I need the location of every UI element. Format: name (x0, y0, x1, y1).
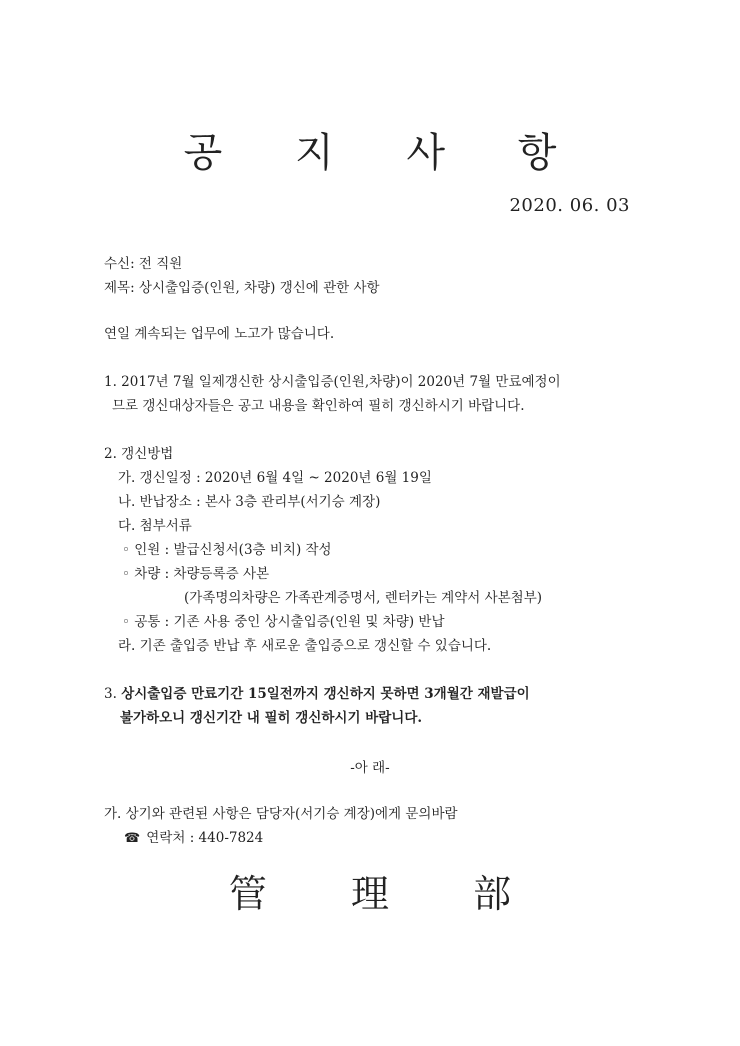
item2-ra: 라. 기존 출입증 반납 후 새로운 출입증으로 갱신할 수 있습니다. (118, 638, 492, 654)
item2-vehicle-note: (가족명의차량은 가족관계증명서, 렌터카는 계약서 사본첨부) (184, 590, 543, 606)
below-label: -아 래- (350, 760, 390, 776)
greeting-line: 연일 계속되는 업무에 노고가 많습니다. (104, 326, 335, 342)
department-signature: 管 理 部 (228, 872, 548, 916)
recipient-line: 수신: 전 직원 (104, 256, 183, 272)
contact-phone-line (124, 828, 263, 849)
notice-date: 2020. 06. 03 (509, 195, 630, 216)
item3-number: 3. (104, 686, 117, 702)
item1-line2: 므로 갱신대상자들은 공고 내용을 확인하여 필히 갱신하시기 바랍니다. (112, 398, 525, 414)
item2-ga: 가. 갱신일정 : 2020년 6월 4일 ~ 2020년 6월 19일 (118, 470, 432, 486)
item1-line1: 1. 2017년 7월 일제갱신한 상시출입증(인원,차량)이 2020년 7월 만료예정이 (104, 374, 561, 390)
item2-da: 다. 첨부서류 (118, 518, 192, 534)
item3-line2: 불가하오니 갱신기간 내 필히 갱신하시기 바랍니다. (120, 710, 423, 726)
contact-phone: 연락처 : 440-7824 (146, 830, 264, 846)
item2-na: 나. 반납장소 : 본사 3층 관리부(서기승 계장) (118, 494, 381, 510)
subject-line: 제목: 상시출입증(인원, 차량) 갱신에 관한 사항 (104, 280, 380, 296)
page-title: 공 지 사 항 (183, 130, 587, 176)
item2-heading: 2. 갱신방법 (104, 446, 174, 462)
telephone-icon: ☎ (124, 831, 141, 846)
item3-warning-text: 상시출입증 만료기간 15일전까지 갱신하지 못하면 3개월간 재발급이 (121, 686, 530, 702)
contact-line: 가. 상기와 관련된 사항은 담당자(서기승 계장)에게 문의바람 (104, 806, 458, 822)
item2-common: ◦ 공통 : 기존 사용 중인 상시출입증(인원 및 차량) 반납 (122, 614, 445, 630)
item2-vehicle: ◦ 차량 : 차량등록증 사본 (122, 566, 270, 582)
item3-line1 (104, 684, 530, 704)
item2-person: ◦ 인원 : 발급신청서(3층 비치) 작성 (122, 542, 332, 558)
